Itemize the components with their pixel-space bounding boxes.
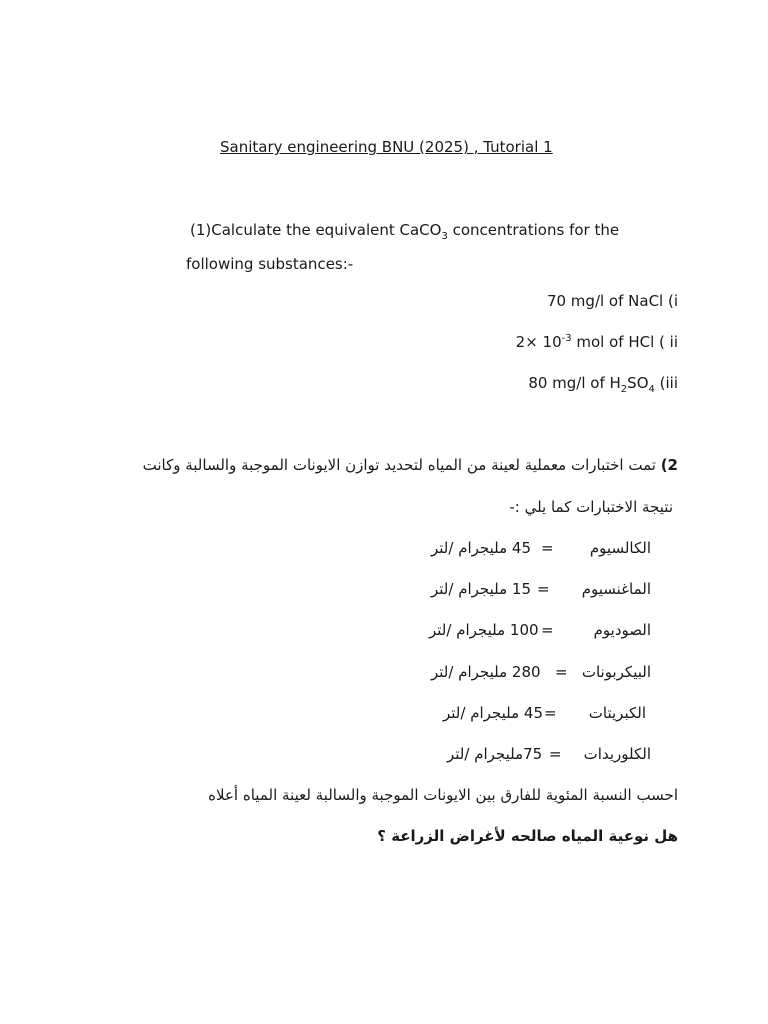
ion-value: 15 مليجرام /لتر xyxy=(431,580,531,598)
question-1-text: (1)Calculate the equivalent CaCO xyxy=(190,221,442,239)
question-2-number: (2 xyxy=(660,456,678,474)
question-2-intro: تمت اختبارات معملية لعينة من المياه لتحديد توازن الايونات الموجبة والسالبة وكانت xyxy=(142,456,656,474)
ion-value: 45 مليجرام /لتر xyxy=(431,539,531,557)
ion-row-sodium xyxy=(431,621,651,641)
ion-row-bicarbonate xyxy=(431,663,651,683)
final-question: هل نوعية المياه صالحه لأغراض الزراعة ؟ xyxy=(377,827,678,845)
substance-item-ii xyxy=(516,333,678,351)
equals-sign: = xyxy=(541,539,554,557)
ion-name: الماغنسيوم xyxy=(581,580,651,598)
item-iii-mid: SO xyxy=(627,374,649,392)
ion-name: الكبريتات xyxy=(588,704,646,722)
ion-value: 75مليجرام /لتر xyxy=(447,745,543,763)
ion-name: البيكربونات xyxy=(581,663,651,681)
substance-item-iii xyxy=(528,374,678,395)
ion-name: الكالسيوم xyxy=(589,539,651,557)
question-2-line-1 xyxy=(143,456,678,474)
page-title: Sanitary engineering BNU (2025) , Tutorial 1 xyxy=(220,138,553,156)
equals-sign: = xyxy=(537,580,550,598)
subscript: 4 xyxy=(648,384,655,395)
ion-row-magnesium xyxy=(431,580,651,600)
ion-row-sulfate xyxy=(431,704,651,724)
item-iii-text: 80 mg/l of H xyxy=(528,374,621,392)
equals-sign: = xyxy=(555,663,568,681)
ion-row-calcium xyxy=(431,539,651,559)
ion-value: 100 مليجرام /لتر xyxy=(429,621,539,639)
ion-value: 45 مليجرام /لتر xyxy=(443,704,543,722)
ion-value: 280 مليجرام /لتر xyxy=(431,663,541,681)
equals-sign: = xyxy=(541,621,554,639)
question-2-line-2: نتيجة الاختبارات كما يلي :- xyxy=(509,498,673,516)
ion-name: الصوديوم xyxy=(593,621,651,639)
item-ii-text-end: mol of HCl ( ii xyxy=(571,333,678,351)
equals-sign: = xyxy=(544,704,557,722)
superscript: -3 xyxy=(561,333,572,344)
substance-item-i: 70 mg/l of NaCl (i xyxy=(546,292,678,310)
subscript: 2 xyxy=(620,384,628,395)
ion-name: الكلوريدات xyxy=(583,745,651,763)
item-iii-text-end: (iii xyxy=(654,374,678,392)
question-1-line-2: following substances:- xyxy=(186,255,354,273)
subscript: 3 xyxy=(441,231,448,242)
question-1-line-1 xyxy=(190,221,620,242)
ion-row-chloride xyxy=(431,745,651,765)
question-1-text-end: concentrations for the xyxy=(447,221,620,239)
item-ii-text: 2× 10 xyxy=(515,333,562,351)
equals-sign: = xyxy=(549,745,562,763)
task-instruction: احسب النسبة المئوية للفارق بين الايونات الموجبة والسالبة لعينة المياه أعلاه xyxy=(208,786,678,804)
